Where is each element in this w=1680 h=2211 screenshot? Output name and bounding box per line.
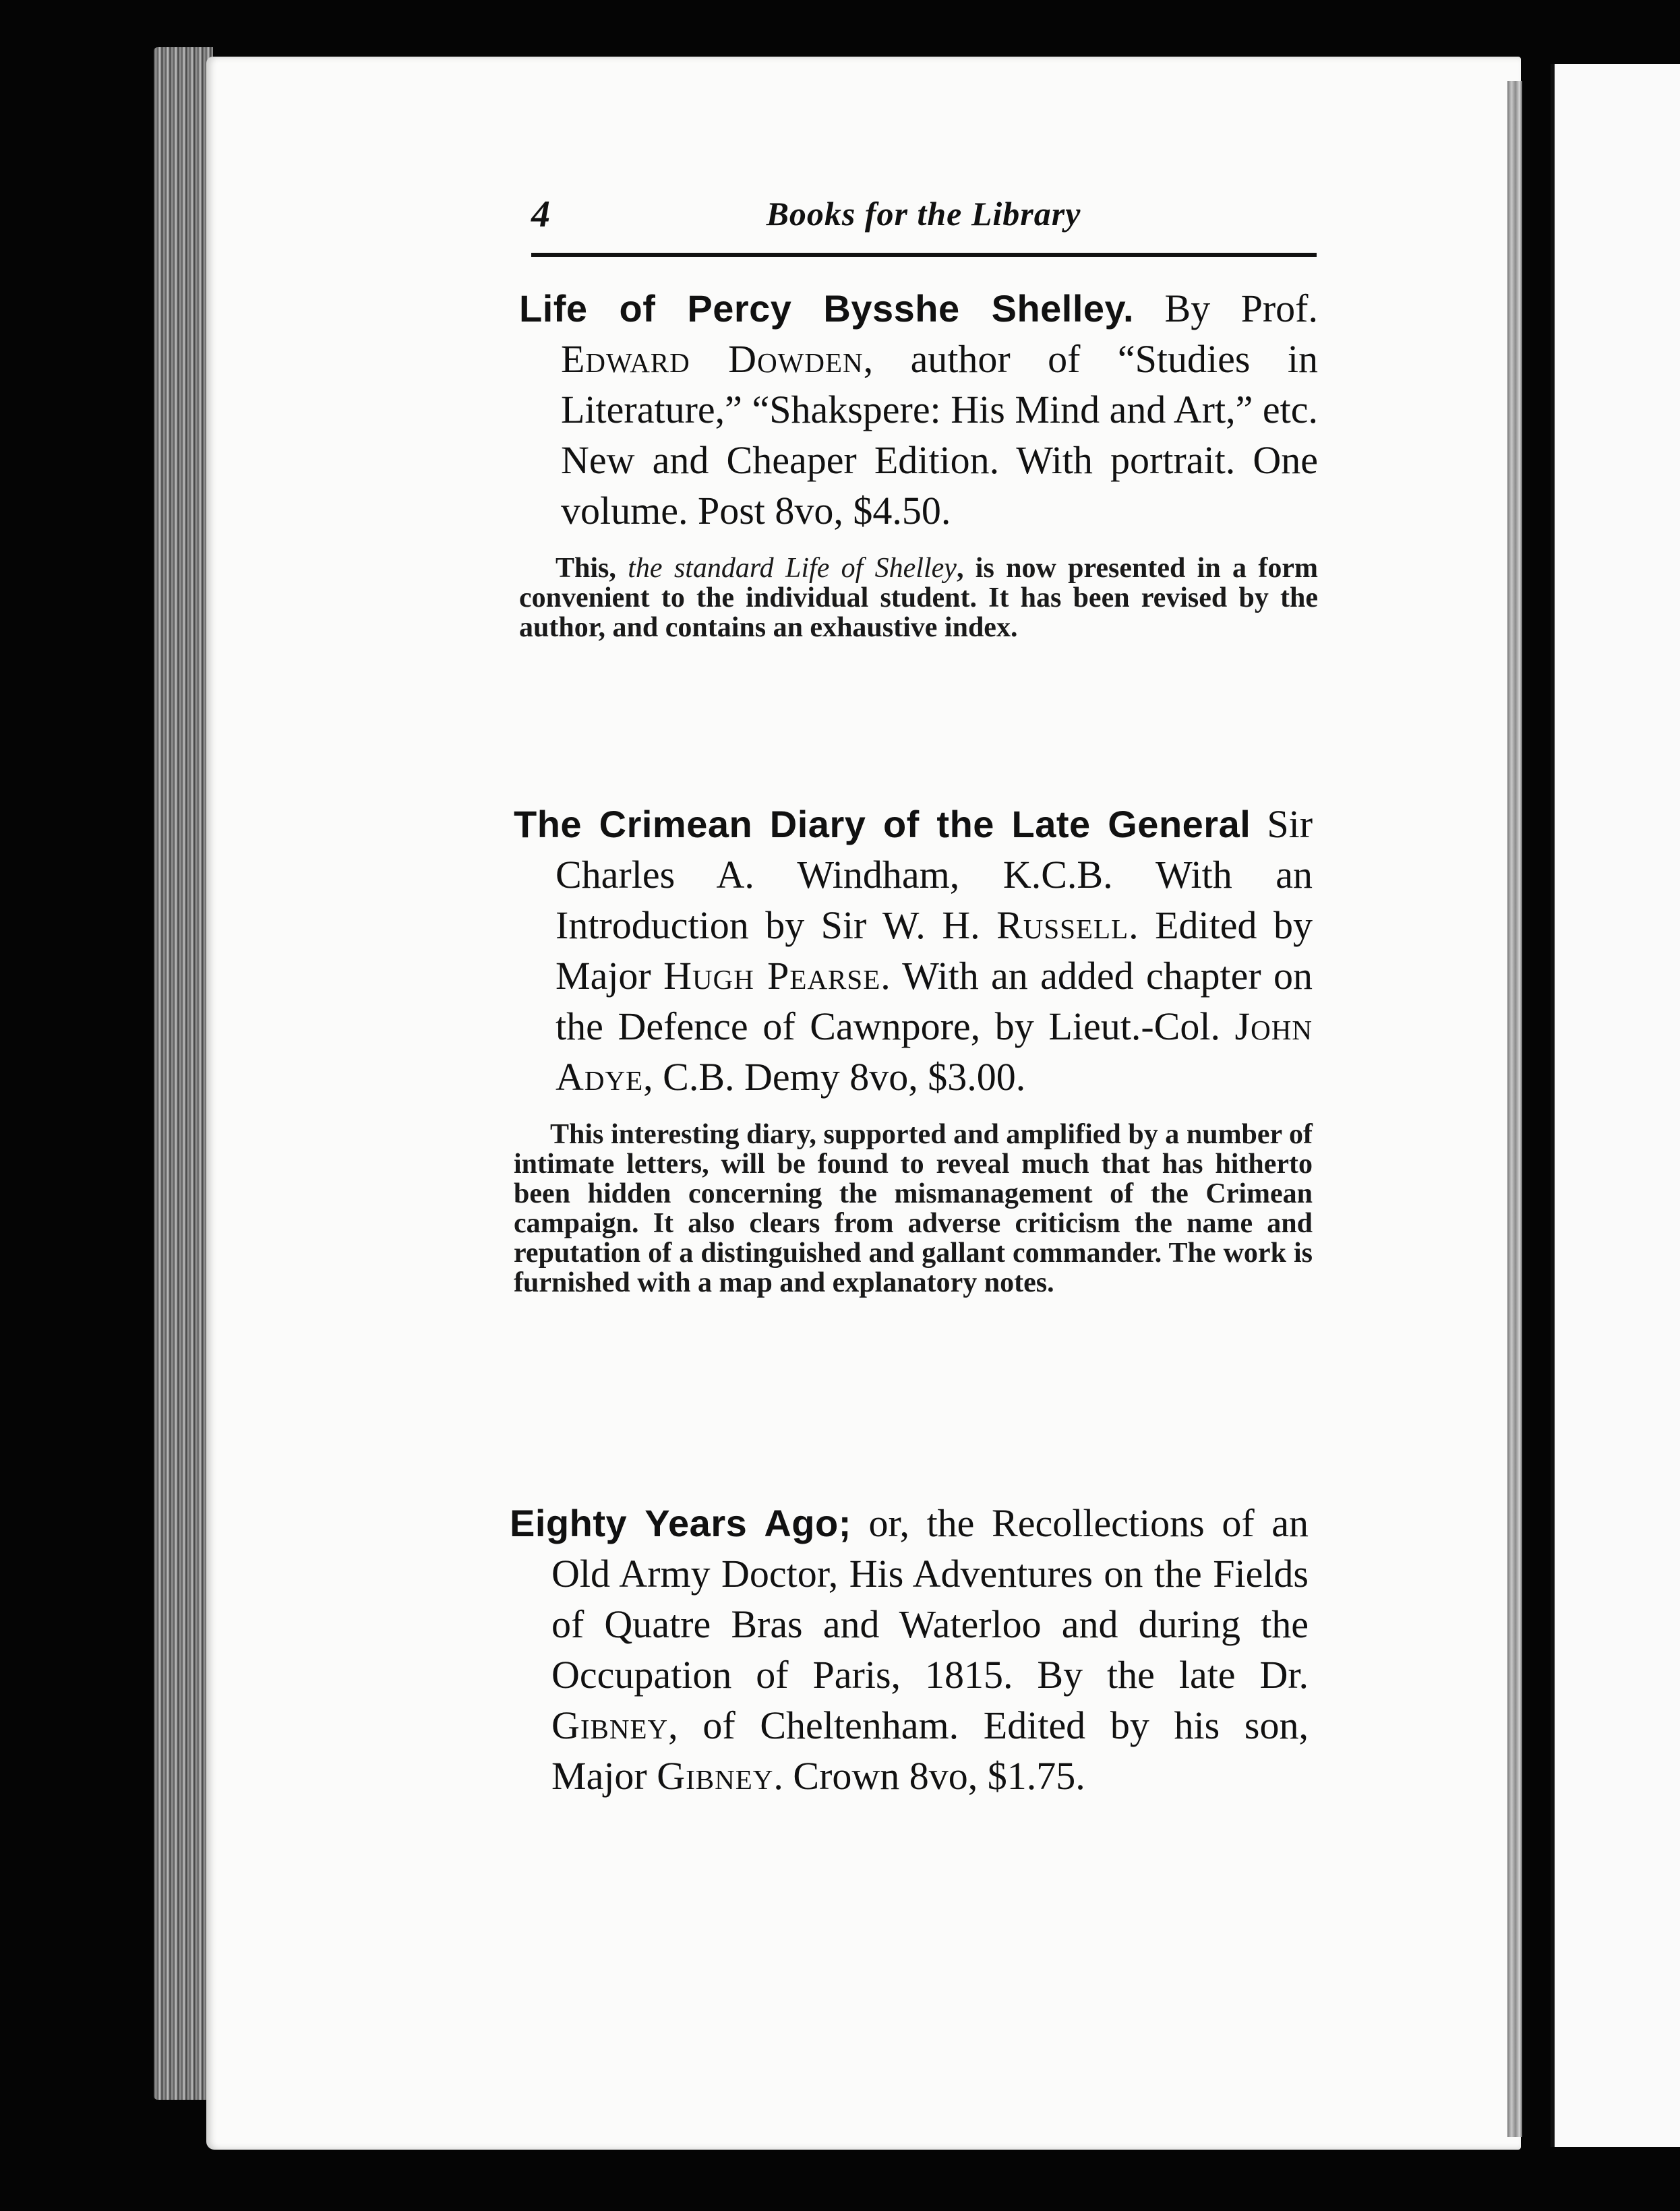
person-name: Gibney <box>551 1703 669 1747</box>
running-head <box>526 187 1321 248</box>
blurb-text: , is now presented in a form convenient to the individual student. It has been revised by the author, and contains an exhaustive index. <box>519 553 1318 643</box>
book-entry-eighty-years-ago <box>510 1498 1309 1801</box>
book-title: Life of Percy Bysshe Shelley. <box>519 287 1135 330</box>
entry-description <box>514 799 1313 1102</box>
entry-text: . Crown 8vo, $1.75. <box>773 1754 1085 1798</box>
person-name: John Adye <box>556 1004 1313 1099</box>
entry-text: . Edited by Major <box>556 903 1313 998</box>
book-entry-shelley <box>519 283 1318 642</box>
book-gutter <box>1507 81 1522 2137</box>
header-rule <box>531 253 1317 257</box>
blurb-text: This, <box>556 553 628 584</box>
entry-text: Sir Charles A. Windham, K.C.B. With an Introduction by Sir W. H. <box>556 802 1313 947</box>
person-name: Russell <box>996 903 1129 947</box>
entry-text: By Prof. <box>1134 286 1318 330</box>
person-name: Hugh Pearse <box>663 954 881 998</box>
entry-blurb <box>519 553 1318 642</box>
page-number: 4 <box>531 193 550 235</box>
entry-description <box>519 283 1318 536</box>
running-title: Books for the Library <box>766 195 1081 233</box>
book-title: The Crimean Diary of the Late General <box>514 803 1251 845</box>
entry-text: , of Cheltenham. Edited by his son, Major <box>551 1703 1309 1798</box>
book-page-edges <box>154 47 213 2100</box>
person-name: Gibney <box>657 1754 774 1798</box>
entry-blurb: This interesting diary, supported and amplified by a number of intimate letters, will be found to reveal much that has hitherto been hidden concerning the mismanagement of the Crimean campaign. It also clears from adverse criticism the name and reputation of a distinguished and gallant commander. The work is furnished with a map and explanatory notes. <box>514 1119 1313 1298</box>
entry-text: , C.B. Demy 8vo, $3.00. <box>643 1055 1026 1099</box>
entry-text: . With an added chapter on the Defence of Cawnpore, by Lieut.-Col. <box>556 954 1313 1048</box>
facing-page-edge <box>1551 64 1680 2147</box>
entry-text: or, the Recollections of an Old Army Doctor, His Adventures on the Fields of Quatre Bras and Waterloo and during the Occupation of Paris, 1815. By the late Dr. <box>551 1501 1309 1697</box>
author-name: Edward Dowden <box>561 337 864 381</box>
blurb-italic: the standard Life of Shelley <box>628 553 957 584</box>
entry-description <box>510 1498 1309 1801</box>
book-entry-crimean-diary <box>514 799 1313 1298</box>
book-title: Eighty Years Ago; <box>510 1502 851 1544</box>
entry-text: , author of “Studies in Literature,” “Shakspere: His Mind and Art,” etc. New and Cheaper Edition. With portrait. One volume. Post 8vo, $4.50. <box>561 337 1318 533</box>
